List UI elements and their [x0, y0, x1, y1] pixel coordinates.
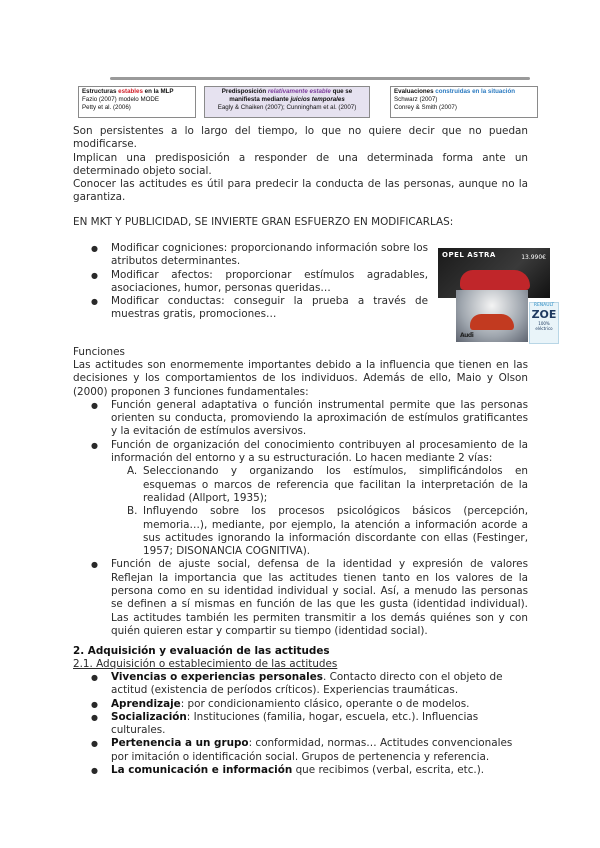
grupo-text: : conformidad, normas… Actitudes convencionales por imitación o identificación social. Grupos de pertenencia y referencia.: [111, 737, 513, 763]
via-b-marker: B.: [127, 505, 138, 518]
red-car-icon: [460, 270, 530, 290]
box2-title-highlight: relativamente estable: [267, 88, 331, 95]
socializacion-text: : Instituciones (familia, hogar, escuela, etc.). Influencias culturales.: [111, 710, 479, 737]
funciones-section: [73, 359, 528, 638]
box1-line2: Fazio (2007) modelo MODE: [82, 96, 160, 104]
zoe-tagline-text: 100% eléctrico: [535, 321, 553, 331]
mkt-bullet-list: [73, 242, 428, 322]
definition-box-constructed: [390, 86, 538, 118]
aprendizaje-label: Aprendizaje: [111, 697, 181, 710]
box3-line2: Schwarz (2007): [394, 96, 438, 104]
definition-box-predisposition: [204, 86, 370, 118]
box2-title-prefix: Predisposición: [221, 88, 267, 95]
funciones-intro: Las actitudes son enormemente importantes debido a la influencia que tienen en las decisiones y los comportamientos de los individuos. Además de ello, Maio y Olson (2000) proponen 3 funciones fundamentales:: [73, 359, 528, 398]
funcion-organizacion: [73, 439, 528, 466]
box3-title-prefix: Evaluaciones: [394, 88, 434, 95]
via-b-text: Influyendo sobre los procesos psicológicos básicos (percepción, memoria…), mediante, por ejemplo, la atención a información acorde a sus actitudes ignorando la información discordante con ellas (Festinger, 1957; DISONANCIA COGNITIVA).: [143, 505, 528, 558]
adquisicion-item-vivencias: [73, 671, 528, 698]
zoe-brand-text: RENAULT: [533, 303, 555, 308]
audi-brand-text: Audi: [460, 332, 474, 339]
aprendizaje-text: : por condicionamiento clásico, operante o de modelos.: [180, 697, 470, 710]
attitude-definitions-banner: [78, 86, 538, 120]
orange-car-icon: [470, 314, 514, 330]
socializacion-label: Socialización: [111, 710, 187, 723]
box2-line2-highlight: juicios temporales: [290, 96, 345, 104]
mkt-bullet-2: ● Modificar afectos: proporcionar estímulos agradables, asociaciones, humor, personas queridas…: [73, 269, 428, 296]
box2-line3: Eagly & Chaiken (2007); Cunningham et al. (2007): [217, 104, 357, 112]
intro-paragraph-1: Son persistentes a lo largo del tiempo, lo que no quiere decir que no puedan modificarse.: [73, 125, 528, 151]
top-divider: [110, 77, 530, 80]
comunicacion-text: que recibimos (verbal, escrita, etc.).: [292, 764, 485, 777]
box3-line3: Conrey & Smith (2007): [394, 104, 457, 112]
box2-line2-prefix: manifiesta mediante: [229, 96, 289, 104]
grupo-label: Pertenencia a un grupo: [111, 737, 249, 750]
renault-zoe-ad-image: [529, 302, 559, 344]
funcion-ajuste-social: ● Función de ajuste social, defensa de la identidad y expresión de valores Reflejan la importancia que las actitudes tienen tanto en los valores de la persona como en su identidad individual y social. Así, a menudo las personas se definen a sí mismas en función de las que les gusta (identidad individual). Las actitudes también les permiten transmitir a los demás quiénes son y con quién quieren estar y compartir su tiempo (identidad social).: [73, 558, 528, 638]
mkt-heading: EN MKT Y PUBLICIDAD, SE INVIERTE GRAN ESFUERZO EN MODIFICARLAS:: [73, 216, 454, 228]
vivencias-text: . Contacto directo con el objeto de actitud (existencia de períodos críticos). Experiencias traumáticas.: [111, 671, 503, 697]
box3-title-highlight: construidas en la situación: [435, 88, 516, 95]
comunicacion-label: La comunicación e información: [111, 764, 293, 777]
adquisicion-item-socializacion: [73, 711, 528, 738]
vivencias-label: Vivencias o experiencias personales: [111, 671, 323, 683]
intro-paragraph-2: Implican una predisposición a responder de una determinada forma ante un determinado objeto social.: [73, 151, 528, 177]
zoe-name-text: ZOE: [531, 308, 557, 321]
intro-block: [73, 125, 528, 205]
adquisicion-item-grupo: [73, 737, 528, 764]
car-ads-collage: [432, 248, 557, 343]
via-a: [73, 465, 528, 505]
via-b: [73, 505, 528, 558]
funcion-organizacion-text: Función de organización del conocimiento contribuyen al procesamiento de la información del entorno y a su estructuración. Lo hacen mediante 2 vías:: [111, 438, 528, 465]
box1-title-highlight: estables: [118, 88, 143, 95]
adquisicion-item-comunicacion: [73, 764, 528, 777]
adquisicion-list: [73, 671, 528, 777]
section-2-heading: 2. Adquisición y evaluación de las actitudes: [73, 645, 330, 657]
intro-paragraph-3: Conocer las actitudes es útil para predecir la conducta de las personas, aunque no la garantiza.: [73, 178, 528, 204]
box2-title-suffix: que se: [332, 88, 353, 95]
box1-line3: Petty et al. (2006): [82, 104, 131, 112]
via-a-marker: A.: [127, 465, 138, 478]
funciones-heading: Funciones: [73, 346, 125, 358]
audi-ad-image: [456, 290, 528, 342]
section-2-1-subheading: 2.1. Adquisición o establecimiento de las actitudes: [73, 658, 338, 670]
funcion-instrumental: ● Función general adaptativa o función instrumental permite que las personas orienten su conducta, promoviendo la aproximación de estímulos gratificantes y la evitación de estímulos aversivos.: [73, 399, 528, 439]
adquisicion-item-aprendizaje: [73, 698, 528, 711]
via-a-text: Seleccionando y organizando los estímulos, simplificándolos en esquemas o marcos de referencia que facilitan la interpretación de la realidad (Allport, 1935);: [143, 465, 528, 504]
opel-logo-text: OPEL ASTRA: [442, 251, 496, 259]
opel-price-text: 13.990€: [521, 254, 546, 261]
box1-title-suffix: en la MLP: [144, 88, 174, 95]
definition-box-stable: [78, 86, 196, 118]
mkt-bullet-3: ● Modificar conductas: conseguir la prueba a través de muestras gratis, promociones…: [73, 295, 428, 322]
mkt-bullet-1: ● Modificar cogniciones: proporcionando información sobre los atributos determinantes.: [73, 242, 428, 269]
box1-title-prefix: Estructuras: [82, 88, 117, 95]
